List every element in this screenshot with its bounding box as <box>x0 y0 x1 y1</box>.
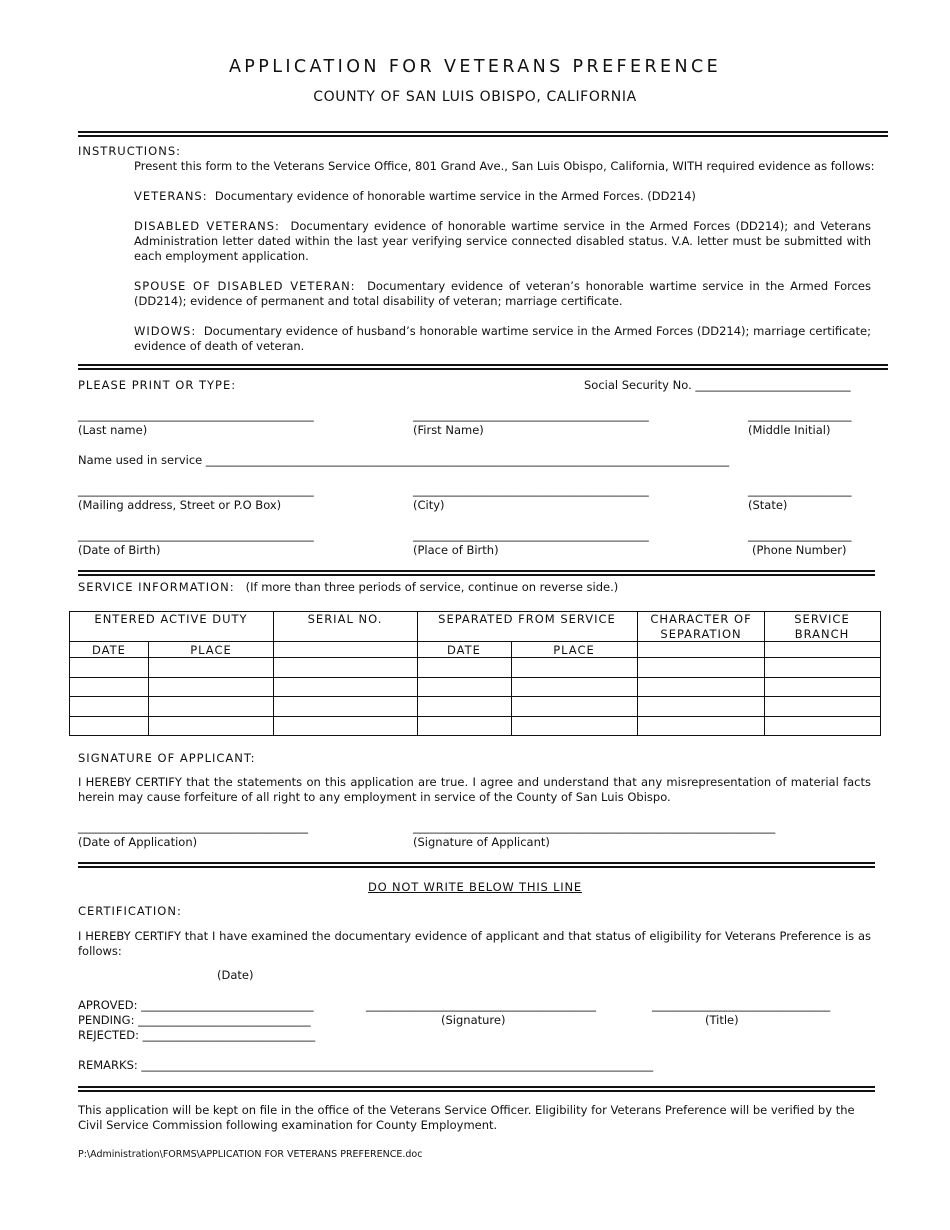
divider-personal <box>78 570 875 576</box>
instruction-widows <box>134 324 871 354</box>
place-of-birth-label: (Place of Birth) <box>413 543 499 557</box>
veterans-text: Documentary evidence of honorable wartime service in the Armed Forces. (DD214) <box>214 189 696 203</box>
service-row-2[interactable] <box>70 678 880 696</box>
disabled-label: DISABLED VETERANS: <box>134 219 280 233</box>
sub-entered-place: PLACE <box>190 643 232 657</box>
phone-number-label: (Phone Number) <box>752 543 847 557</box>
remarks-field[interactable]: REMARKS: _________________________________________________________________________________________ <box>78 1058 654 1072</box>
service-heading-label: SERVICE INFORMATION: <box>78 580 235 594</box>
city-field[interactable]: _________________________________________ <box>413 483 649 497</box>
phone-number-field[interactable]: __________________ <box>748 528 852 542</box>
print-or-type-heading: PLEASE PRINT OR TYPE: <box>78 378 237 392</box>
divider-signature <box>78 862 875 868</box>
mailing-address-field[interactable]: _________________________________________ <box>78 483 314 497</box>
approved-field[interactable]: APROVED: ______________________________ <box>78 998 314 1012</box>
col-service-branch-line2: BRANCH <box>794 627 850 641</box>
city-label: (City) <box>413 498 445 512</box>
last-name-label: (Last name) <box>78 423 148 437</box>
veterans-label: VETERANS: <box>134 189 208 203</box>
instruction-disabled-veterans <box>134 219 871 264</box>
col-separated-from-service: SEPARATED FROM SERVICE <box>438 612 616 626</box>
certification-date-label: (Date) <box>217 968 254 982</box>
signature-of-applicant-field[interactable]: _______________________________________________________________ <box>413 820 776 834</box>
instructions-heading: INSTRUCTIONS: <box>78 144 182 158</box>
col-entered-active-duty: ENTERED ACTIVE DUTY <box>94 612 248 626</box>
state-field[interactable]: __________________ <box>748 483 852 497</box>
spouse-label: SPOUSE OF DISABLED VETERAN: <box>134 279 356 293</box>
instruction-veterans <box>134 189 696 204</box>
disabled-text: Documentary evidence of honorable wartime service in the Armed Forces (DD214); and Veterans Administration letter dated within the last year verifying service connected disabled status. V.A. letter must be submitted with each employment application. <box>134 219 872 263</box>
do-not-write-below-notice: DO NOT WRITE BELOW THIS LINE <box>368 880 582 894</box>
certification-heading: CERTIFICATION: <box>78 904 182 918</box>
divider-top <box>78 131 888 137</box>
col-service-branch-line1: SERVICE <box>794 612 850 626</box>
instruction-spouse <box>134 279 871 309</box>
divider-bottom <box>78 1086 875 1092</box>
signature-of-applicant-label: (Signature of Applicant) <box>413 835 550 849</box>
service-row-1[interactable] <box>70 658 880 677</box>
certifier-title-label: (Title) <box>705 1013 739 1027</box>
divider-instructions <box>78 364 888 370</box>
last-name-field[interactable]: _________________________________________ <box>78 408 314 422</box>
signature-heading: SIGNATURE OF APPLICANT: <box>78 751 256 765</box>
col-character-of-separation-line1: CHARACTER OF <box>650 612 752 626</box>
certification-statement: I HEREBY CERTIFY that I have examined the documentary evidence of applicant and that status of eligibility for Veterans Preference is as follows: <box>78 929 871 958</box>
sub-separated-place: PLACE <box>553 643 595 657</box>
mailing-address-label: (Mailing address, Street or P.O Box) <box>78 498 282 512</box>
widows-label: WIDOWS: <box>134 324 197 338</box>
service-note: (If more than three periods of service, continue on reverse side.) <box>245 580 619 594</box>
date-of-birth-label: (Date of Birth) <box>78 543 161 557</box>
page-subtitle: COUNTY OF SAN LUIS OBISPO, CALIFORNIA <box>313 89 637 105</box>
service-info-heading <box>78 580 618 595</box>
name-used-in-service-field[interactable]: Name used in service ___________________________________________________________________________________________ <box>78 453 730 467</box>
widows-text: Documentary evidence of husband’s honorable wartime service in the Armed Forces (DD214); marriage certificate; evidence of death of veteran. <box>134 324 871 353</box>
place-of-birth-field[interactable]: _________________________________________ <box>413 528 649 542</box>
state-label: (State) <box>748 498 788 512</box>
page-title: APPLICATION FOR VETERANS PREFERENCE <box>228 57 722 77</box>
col-character-of-separation-line2: SEPARATION <box>660 627 742 641</box>
certifier-title-field[interactable]: _______________________________ <box>652 998 831 1012</box>
rejected-field[interactable]: REJECTED: ______________________________ <box>78 1028 316 1042</box>
file-path: P:\Administration\FORMS\APPLICATION FOR VETERANS PREFERENCE.doc <box>78 1149 423 1160</box>
service-table <box>69 610 882 737</box>
signature-statement: I HEREBY CERTIFY that the statements on this application are true. I agree and understand that any misrepresentation of material facts herein may cause forfeiture of all right to any employment in service of the County of San Luis Obispo. <box>78 775 871 804</box>
middle-initial-label: (Middle Initial) <box>748 423 831 437</box>
middle-initial-field[interactable]: __________________ <box>748 408 852 422</box>
spouse-text: Documentary evidence of veteran’s honorable wartime service in the Armed Forces (DD214); evidence of permanent and total disability of veteran; marriage certificate. <box>134 279 871 308</box>
certifier-signature-label: (Signature) <box>441 1013 506 1027</box>
sub-entered-date: DATE <box>92 643 126 657</box>
service-row-4[interactable] <box>70 717 880 735</box>
date-of-application-label: (Date of Application) <box>78 835 198 849</box>
pending-field[interactable]: PENDING: ______________________________ <box>78 1013 311 1027</box>
certifier-signature-field[interactable]: ________________________________________ <box>366 998 596 1012</box>
ssn-field[interactable]: Social Security No. ___________________________ <box>584 378 851 392</box>
instructions-intro: Present this form to the Veterans Service Office, 801 Grand Ave., San Luis Obispo, California, WITH required evidence as follows: <box>134 159 875 173</box>
footer-note: This application will be kept on file in the office of the Veterans Service Officer. Eligibility for Veterans Preference will be verified by the Civil Service Commission following examination for County Employment. <box>78 1103 855 1132</box>
date-of-application-field[interactable]: ________________________________________ <box>78 820 308 834</box>
first-name-label: (First Name) <box>413 423 484 437</box>
first-name-field[interactable]: _________________________________________ <box>413 408 649 422</box>
service-row-3[interactable] <box>70 697 880 716</box>
col-serial-no: SERIAL NO. <box>307 612 383 626</box>
date-of-birth-field[interactable]: _________________________________________ <box>78 528 314 542</box>
sub-separated-date: DATE <box>447 643 481 657</box>
